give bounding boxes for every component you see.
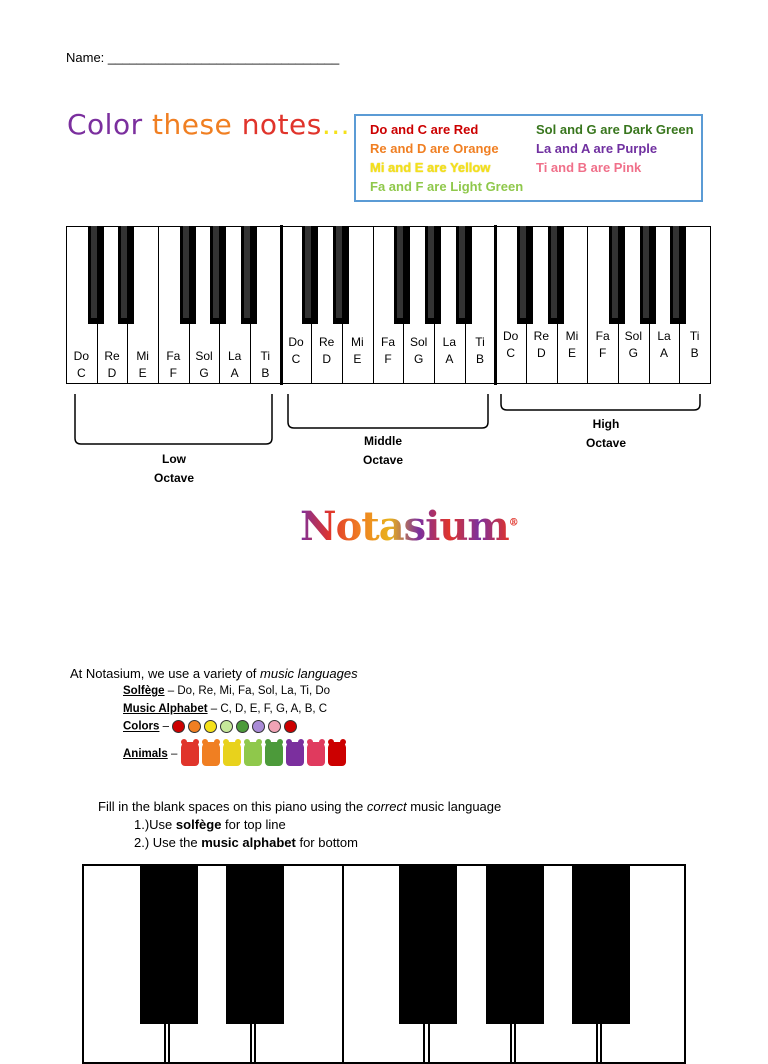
key-letter: D: [322, 352, 331, 366]
logo-text: Notasium: [300, 503, 509, 550]
title-ellipsis: ...: [321, 108, 351, 141]
animal-icon: [328, 742, 346, 766]
solfege-label: Solfège: [123, 685, 165, 697]
key-letter: D: [536, 346, 546, 360]
piano-keyboard: [66, 226, 710, 386]
black-key: [456, 226, 472, 324]
key-letter: F: [598, 346, 607, 360]
instructions: [98, 798, 501, 852]
key-letter: A: [659, 346, 668, 360]
blank-black-key: [486, 864, 544, 1024]
key-solfege: Mi: [136, 349, 149, 363]
key-solfege: Do: [288, 335, 304, 349]
animals-dash: –: [167, 748, 181, 761]
key-label: [66, 348, 96, 382]
low-octave-line1: Low: [162, 452, 186, 466]
octave-divider: [494, 225, 497, 385]
language-solfege: [123, 685, 330, 697]
animal-icon: [181, 742, 199, 766]
logo-trademark: ®: [508, 517, 518, 529]
key-solfege: Mi: [350, 335, 364, 349]
key-label: [404, 334, 434, 368]
black-key: [640, 226, 656, 324]
middle-octave-line1: Middle: [364, 434, 402, 448]
high-octave-label: [564, 415, 648, 453]
key-label: [496, 328, 526, 362]
legend-column-1: [370, 120, 523, 196]
key-solfege: La: [657, 329, 671, 343]
black-key: [609, 226, 625, 324]
title-word-notes: notes: [241, 108, 322, 141]
color-dot: [252, 720, 265, 733]
language-animals: [123, 742, 349, 766]
instr1-em: correct: [366, 799, 407, 814]
key-letter: B: [475, 352, 484, 366]
language-alphabet: [123, 703, 327, 715]
legend-item-re: Re and D are Orange: [370, 141, 499, 156]
black-key: [548, 226, 564, 324]
instr3-start: 2.) Use the: [134, 835, 202, 850]
legend-column-2: [536, 120, 694, 177]
key-letter: E: [138, 366, 147, 380]
blank-black-key: [140, 864, 198, 1024]
legend-item-fa: Fa and F are Light Green: [370, 179, 524, 194]
instr2-end: for top line: [221, 817, 286, 832]
octave-divider: [280, 225, 283, 385]
key-letter: E: [353, 352, 362, 366]
colors-dash: –: [159, 720, 173, 733]
animal-icon: [265, 742, 283, 766]
low-octave-label: [132, 450, 216, 488]
colors-label: Colors: [123, 720, 160, 733]
blank-piano: [82, 864, 686, 1044]
key-solfege: Re: [533, 329, 549, 343]
key-label: [618, 328, 648, 362]
key-label: [220, 348, 250, 382]
key-label: [97, 348, 127, 382]
color-dots: [172, 721, 300, 733]
key-solfege: Sol: [195, 349, 213, 363]
key-solfege: Sol: [409, 335, 428, 349]
key-solfege: Do: [73, 349, 89, 363]
key-solfege: Ti: [475, 335, 485, 349]
key-label: [342, 334, 372, 368]
black-key: [180, 226, 196, 324]
key-solfege: Fa: [166, 349, 181, 363]
animal-icon: [244, 742, 262, 766]
instr3-end: for bottom: [295, 835, 358, 850]
intro-start: At Notasium, we use a variety of: [70, 666, 261, 681]
instr3-bold: music alphabet: [201, 835, 296, 850]
black-key: [517, 226, 533, 324]
key-letter: D: [107, 366, 117, 380]
key-solfege: Fa: [595, 329, 610, 343]
black-key: [425, 226, 441, 324]
color-dot: [220, 720, 233, 733]
legend-item-sol: Sol and G are Dark Green: [536, 122, 694, 137]
key-label: [312, 334, 342, 368]
key-letter: C: [291, 352, 301, 366]
high-octave-brace: [501, 394, 700, 410]
alphabet-label: Music Alphabet: [123, 703, 208, 715]
intro-text: [70, 666, 358, 681]
key-label: [158, 348, 188, 382]
notasium-logo: [300, 503, 518, 550]
legend-item-do: Do and C are Red: [370, 122, 479, 137]
key-solfege: La: [442, 335, 456, 349]
key-label: [373, 334, 403, 368]
middle-octave-brace: [288, 394, 488, 428]
key-letter: G: [199, 366, 209, 380]
key-label: [649, 328, 679, 362]
key-label: [465, 334, 495, 368]
animals-label: Animals: [123, 748, 168, 761]
key-solfege: La: [227, 349, 242, 363]
key-solfege: Re: [104, 349, 120, 363]
key-letter: F: [384, 352, 392, 366]
black-key: [302, 226, 318, 324]
instr1-start: Fill in the blank spaces on this piano using the: [98, 799, 367, 814]
name-field-label: Name: ________________________________: [66, 50, 340, 65]
instr2-start: 1.)Use: [134, 817, 176, 832]
key-letter: C: [506, 346, 515, 360]
legend-item-la: La and A are Purple: [536, 141, 658, 156]
key-label: [281, 334, 311, 368]
key-solfege: Sol: [624, 329, 642, 343]
alphabet-text: – C, D, E, F, G, A, B, C: [207, 703, 328, 715]
instruction-line-3: [98, 834, 501, 852]
black-key: [333, 226, 349, 324]
middle-octave-label: [341, 432, 425, 470]
key-label: [250, 348, 280, 382]
key-letter: C: [76, 366, 86, 380]
key-letter: G: [628, 346, 638, 360]
color-dot: [172, 720, 185, 733]
key-label: [434, 334, 464, 368]
key-letter: B: [261, 366, 270, 380]
key-label: [557, 328, 587, 362]
key-label: [526, 328, 556, 362]
key-label: [128, 348, 158, 382]
animal-icons: [181, 748, 349, 760]
blank-black-key: [572, 864, 630, 1024]
color-legend-box: [354, 114, 703, 202]
key-solfege: Mi: [565, 329, 579, 343]
key-letter: F: [169, 366, 177, 380]
key-solfege: Ti: [689, 329, 700, 343]
key-letter: B: [690, 346, 699, 360]
key-solfege: Do: [502, 329, 519, 343]
solfege-text: – Do, Re, Mi, Fa, Sol, La, Ti, Do: [164, 685, 331, 697]
black-key: [670, 226, 686, 324]
animal-icon: [307, 742, 325, 766]
black-key: [394, 226, 410, 324]
black-key: [210, 226, 226, 324]
high-octave-line1: High: [592, 417, 620, 431]
middle-octave-line2: Octave: [362, 453, 404, 467]
key-letter: A: [230, 366, 239, 380]
key-letter: A: [445, 352, 454, 366]
key-label: [680, 328, 710, 362]
legend-item-ti: Ti and B are Pink: [536, 160, 642, 175]
key-solfege: Fa: [380, 335, 395, 349]
black-key: [88, 226, 104, 324]
language-colors: [123, 720, 300, 733]
black-key: [118, 226, 134, 324]
color-dot: [236, 720, 249, 733]
blank-black-key: [399, 864, 457, 1024]
color-dot: [268, 720, 281, 733]
key-solfege: Re: [318, 335, 335, 349]
high-octave-line2: Octave: [585, 436, 627, 450]
color-dot: [284, 720, 297, 733]
animal-icon: [286, 742, 304, 766]
animal-icon: [202, 742, 220, 766]
legend-item-mi: Mi and E are Yellow: [370, 160, 491, 175]
title-word-color: Color: [67, 108, 143, 141]
intro-emphasis: music languages: [260, 666, 358, 681]
title-word-these: these: [152, 108, 233, 141]
key-letter: E: [567, 346, 576, 360]
blank-black-key: [226, 864, 284, 1024]
key-letter: G: [413, 352, 424, 366]
instruction-line-2: [98, 816, 501, 834]
black-key: [241, 226, 257, 324]
instr2-bold: solfège: [175, 817, 222, 832]
low-octave-brace: [75, 394, 272, 444]
animal-icon: [223, 742, 241, 766]
page-title: [67, 108, 350, 141]
color-dot: [188, 720, 201, 733]
key-solfege: Ti: [260, 349, 271, 363]
instr1-end: music language: [406, 799, 502, 814]
instruction-line-1: [98, 798, 501, 816]
key-label: [189, 348, 219, 382]
key-label: [588, 328, 618, 362]
color-dot: [204, 720, 217, 733]
low-octave-line2: Octave: [153, 471, 195, 485]
